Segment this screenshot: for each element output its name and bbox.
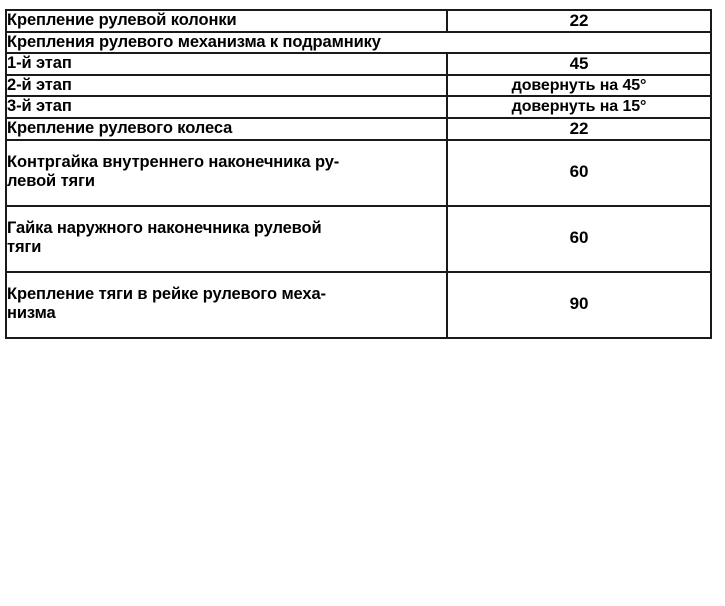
table-row	[6, 10, 711, 32]
table-row	[6, 96, 711, 117]
table-cell-label: 1-й этап	[6, 53, 447, 75]
table-cell-value: 60	[447, 206, 711, 272]
table-body	[6, 10, 711, 338]
table-cell-value: 22	[447, 118, 711, 140]
table-cell-label: Гайка наружного наконечника рулевой тяги	[6, 206, 447, 272]
torque-specification-table	[5, 9, 712, 339]
table-cell-value: 90	[447, 272, 711, 338]
table-cell-label: 3-й этап	[6, 96, 447, 117]
table-row	[6, 53, 711, 75]
table-row	[6, 140, 711, 206]
table-cell-label: Крепление рулевого колеса	[6, 118, 447, 140]
table-cell-label: Крепление рулевой колонки	[6, 10, 447, 32]
table-cell-label: Крепление тяги в рейке рулевого меха- низма	[6, 272, 447, 338]
table-section-header-cell: Крепления рулевого механизма к подрамнику	[6, 32, 711, 53]
table-row	[6, 118, 711, 140]
table-row	[6, 206, 711, 272]
table-cell-label: 2-й этап	[6, 75, 447, 96]
table-row	[6, 32, 711, 53]
table-cell-value: 60	[447, 140, 711, 206]
table-row	[6, 272, 711, 338]
table-row	[6, 75, 711, 96]
table-cell-label: Контргайка внутреннего наконечника ру- левой тяги	[6, 140, 447, 206]
table-cell-value: 45	[447, 53, 711, 75]
table-cell-value: 22	[447, 10, 711, 32]
table-cell-value: довернуть на 15°	[447, 96, 711, 117]
table-cell-value: довернуть на 45°	[447, 75, 711, 96]
document-page	[0, 9, 725, 606]
